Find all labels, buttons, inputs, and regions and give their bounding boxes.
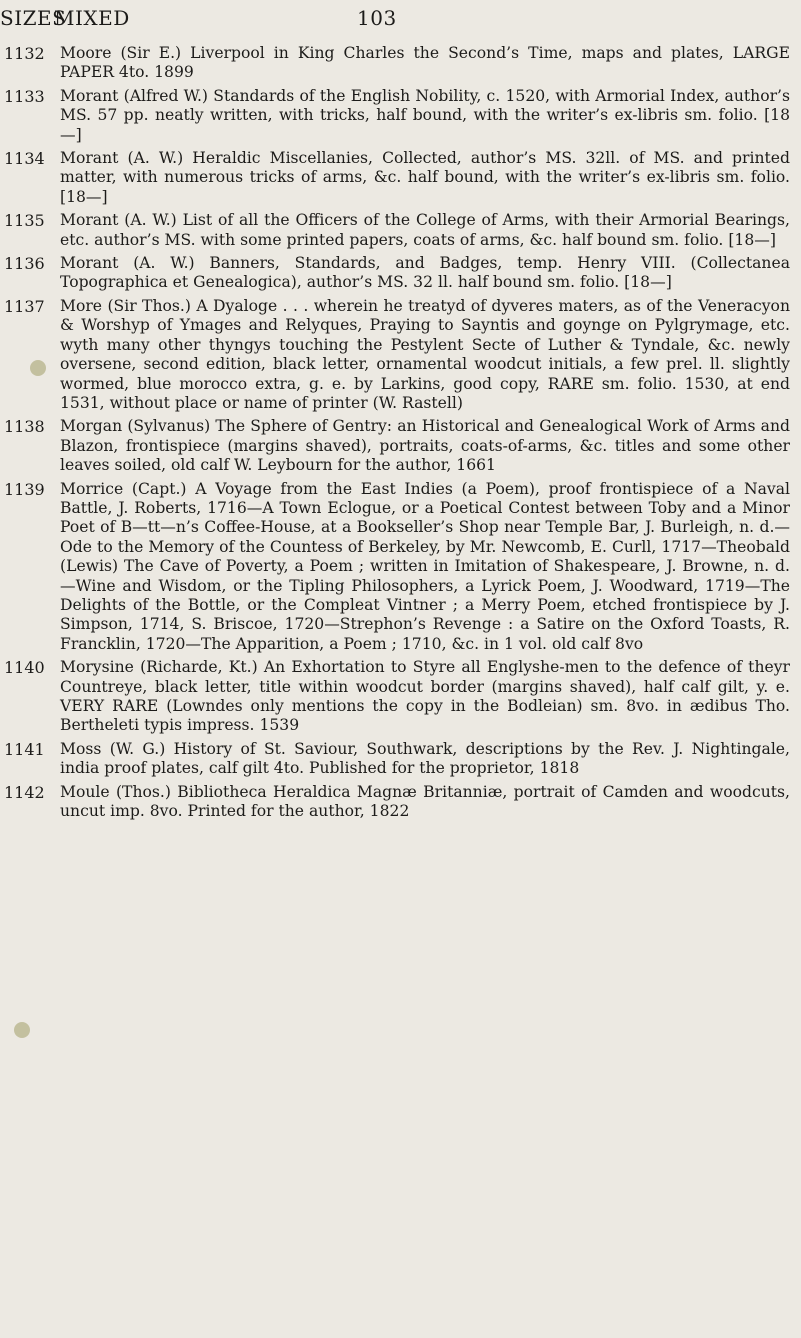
lot-number: 1135 xyxy=(4,211,45,231)
list-item xyxy=(0,87,801,145)
lot-number: 1138 xyxy=(4,417,45,437)
lot-number: 1140 xyxy=(4,658,45,678)
header-mixed: MIXED xyxy=(54,6,130,30)
list-item xyxy=(0,658,801,736)
entry-text: Morrice (Capt.) A Voyage from the East Indies (a Poem), proof frontispiece of a Naval Battle, J. Roberts, 1716—A Town Eclogue, or a Poetical Contest between Toby and a Minor Poet of B—tt—n’s Coffee-House, at a Bookseller’s Shop near Temple Bar, J. Burleigh, n. d.—Ode to the Memory of the Countess of Berkeley, by Mr. Newcomb, E. Curll, 1717—Theobald (Lewis) The Cave of Poverty, a Poem ; written in Imitation of Shakespeare, J. Browne, n. d.—Wine and Wisdom, or the Tipling Philosophers, a Lyrick Poem, J. Woodward, 1719—The Delights of the Bottle, or the Compleat Vintner ; a Merry Poem, etched frontispiece by J. Simpson, 1714, S. Briscoe, 1720—Strephon’s Revenge : a Satire on the Oxford Toasts, R. Francklin, 1720—The Apparition, a Poem ; 1710, &c. in 1 vol. old calf 8vo xyxy=(60,479,790,653)
lot-number: 1134 xyxy=(4,149,45,169)
entry-text: Moore (Sir E.) Liverpool in King Charles the Second’s Time, maps and plates, LARGE PAPER 4to. 1899 xyxy=(60,44,790,82)
list-item xyxy=(0,297,801,413)
lot-number: 1136 xyxy=(4,254,45,274)
list-item xyxy=(0,417,801,475)
page-number: 103 xyxy=(357,6,397,30)
list-item xyxy=(0,740,801,779)
list-item xyxy=(0,254,801,293)
lot-number: 1133 xyxy=(4,86,45,106)
entry-text: More (Sir Thos.) A Dyaloge . . . wherein he treatyd of dyveres maters, as of the Veneracyon & Worshyp of Ymages and Relyques, Praying to Sayntis and goynge on Pylgrymage, etc. wyth many other thyngys touching the Pestylent Secte of Luther & Tyndale, &c. newly oversene, second edition, black letter, ornamental woodcut initials, a few prel. ll. slightly wormed, blue morocco extra, g. e. by Larkins, good copy, RARE sm. folio. 1530, at end 1531, without place or name of printer (W. Rastell) xyxy=(60,296,790,412)
list-item xyxy=(0,149,801,207)
lot-number: 1141 xyxy=(4,739,45,759)
entry-text: Morysine (Richarde, Kt.) An Exhortation to Styre all Englyshe-men to the defence of theyr Countreye, black letter, title within woodcut border (margins shaved), half calf gilt, y. e. VERY RARE (Lowndes only mentions the copy in the Bodleian) sm. 8vo. in ædibus Tho. Bertheleti typis impress. 1539 xyxy=(60,658,790,735)
entry-list xyxy=(0,44,801,825)
entry-text: Morant (A. W.) Banners, Standards, and Badges, temp. Henry VIII. (Collectanea Topographica et Genealogica), author’s MS. 32 ll. half bound sm. folio. [18—] xyxy=(60,254,790,292)
entry-text: Moule (Thos.) Bibliotheca Heraldica Magnæ Britanniæ, portrait of Camden and woodcuts, uncut imp. 8vo. Printed for the author, 1822 xyxy=(60,782,790,821)
lot-number: 1137 xyxy=(4,296,45,316)
list-item xyxy=(0,211,801,250)
page-header xyxy=(0,6,801,36)
entry-text: Morgan (Sylvanus) The Sphere of Gentry: an Historical and Genealogical Work of Arms and Blazon, frontispiece (margins shaved), portraits, coats-of-arms, &c. titles and some other leaves soiled, old calf W. Leybourn for the author, 1661 xyxy=(60,417,790,475)
list-item xyxy=(0,783,801,822)
stain-mark-2 xyxy=(14,1022,30,1038)
entry-text: Morant (Alfred W.) Standards of the English Nobility, c. 1520, with Armorial Index, author’s MS. 57 pp. neatly written, with tricks, half bound, with the writer’s ex-libris sm. folio. [18—] xyxy=(60,86,790,144)
header-sizes: SIZES xyxy=(0,6,67,30)
lot-number: 1142 xyxy=(4,782,45,802)
entry-text: Morant (A. W.) List of all the Officers of the College of Arms, with their Armorial Bearings, etc. author’s MS. with some printed papers, coats of arms, &c. half bound sm. folio. [18—] xyxy=(60,211,790,249)
entry-text: Moss (W. G.) History of St. Saviour, Southwark, descriptions by the Rev. J. Nightingale, india proof plates, calf gilt 4to. Published for the proprietor, 1818 xyxy=(60,739,790,778)
lot-number: 1132 xyxy=(4,44,45,63)
list-item xyxy=(0,44,801,83)
list-item xyxy=(0,480,801,655)
lot-number: 1139 xyxy=(4,479,45,499)
entry-text: Morant (A. W.) Heraldic Miscellanies, Collected, author’s MS. 32ll. of MS. and printed matter, with numerous tricks of arms, &c. half bound, with the writer’s ex-libris sm. folio. [18—] xyxy=(60,149,790,206)
